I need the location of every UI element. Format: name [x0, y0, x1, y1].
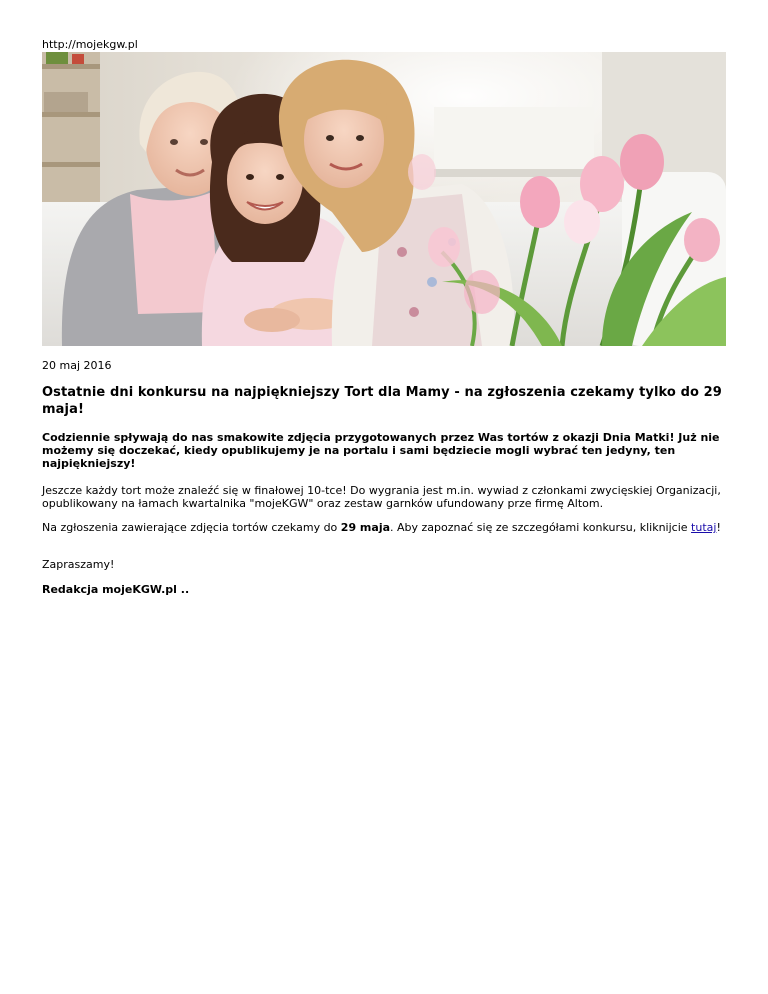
signature: Redakcja mojeKGW.pl .. [42, 583, 190, 596]
deadline-date: 29 maja [340, 521, 391, 534]
article-paragraph-deadline [42, 521, 727, 534]
hero-image [42, 52, 726, 346]
article-date: 20 maj 2016 [42, 359, 112, 372]
article-lead: Codziennie spływają do nas smakowite zdjęcia przygotowanych przez Was tortów z okazji Dnia Matki! Już nie możemy się doczekać, kiedy opublikujemy je na portalu i sami będziecie mogli wybrać ten jedyny, ten najpiękniejszy! [42, 431, 720, 470]
article-title: Ostatnie dni konkursu na najpiękniejszy Tort dla Mamy - na zgłoszenia czekamy tylko do 29 maja! [42, 385, 722, 417]
paragraph-text: Na zgłoszenia zawierające zdjęcia tortów czekamy do [42, 521, 341, 534]
source-url: http://mojekgw.pl [42, 38, 138, 51]
article-paragraph: Jeszcze każdy tort może znaleźć się w finałowej 10-tce! Do wygrania jest m.in. wywiad z członkami zwycięskiej Organizacji, opublikowany na łamach kwartalnika "mojeKGW" oraz zestaw garnków ufundowany prze firmę Altom. [42, 484, 721, 510]
paragraph-text: . Aby zapoznać się ze szczegółami konkursu, kliknijcie [390, 521, 692, 534]
details-link[interactable]: tutaj [691, 521, 717, 534]
closing-text: Zapraszamy! [42, 558, 115, 571]
paragraph-text: ! [716, 521, 721, 534]
hero-illustration [42, 52, 726, 346]
